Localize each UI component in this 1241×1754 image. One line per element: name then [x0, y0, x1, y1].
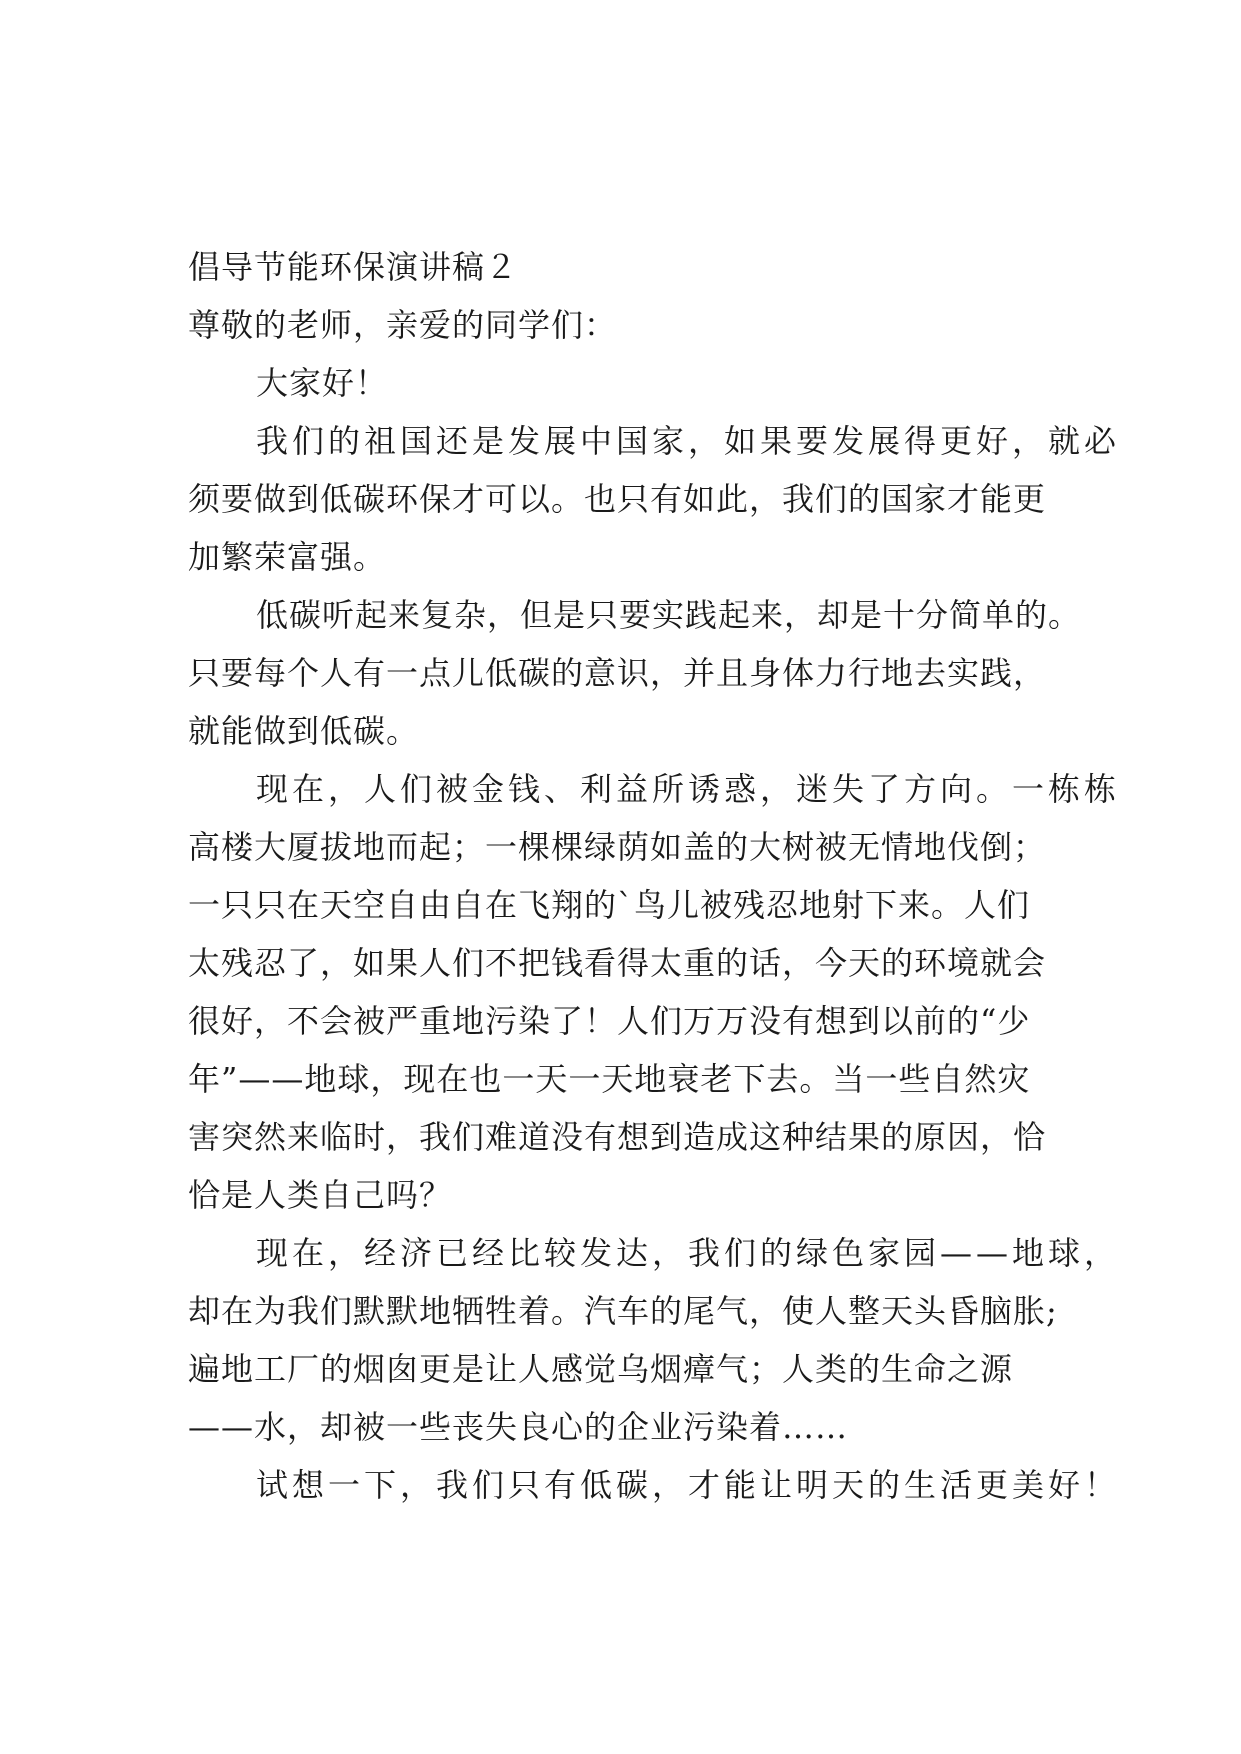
paragraph-line: 低碳听起来复杂，但是只要实践起来，却是十分简单的。: [256, 596, 1082, 634]
paragraph-line: 现在，经济已经比较发达，我们的绿色家园——地球，: [256, 1234, 1121, 1272]
paragraph-line: 须要做到低碳环保才可以。也只有如此，我们的国家才能更: [188, 480, 1047, 518]
paragraph-line: 年”——地球，现在也一天一天地衰老下去。当一些自然灾: [188, 1060, 1031, 1098]
paragraph-line: 很好，不会被严重地污染了！人们万万没有想到以前的“少: [188, 1002, 1031, 1040]
paragraph-line: 恰是人类自己吗？: [188, 1176, 453, 1214]
paragraph-line: 太残忍了，如果人们不把钱看得太重的话，今天的环境就会: [188, 944, 1047, 982]
salutation: 尊敬的老师，亲爱的同学们：: [188, 306, 618, 344]
paragraph-line: 现在，人们被金钱、利益所诱惑，迷失了方向。一栋栋: [256, 770, 1121, 808]
paragraph-line: 只要每个人有一点儿低碳的意识，并且身体力行地去实践，: [188, 654, 1047, 692]
paragraph-line: ——水，却被一些丧失良心的企业污染着……: [188, 1408, 849, 1446]
greeting: 大家好！: [256, 364, 389, 402]
paragraph-line: 我们的祖国还是发展中国家，如果要发展得更好，就必: [256, 422, 1121, 460]
paragraph-line: 却在为我们默默地牺牲着。汽车的尾气，使人整天头昏脑胀;: [188, 1292, 1058, 1330]
paragraph-line: 一只只在天空自由自在飞翔的`鸟儿被残忍地射下来。人们: [188, 886, 1031, 924]
paragraph-line: 就能做到低碳。: [188, 712, 420, 750]
paragraph-line: 害突然来临时，我们难道没有想到造成这种结果的原因，恰: [188, 1118, 1047, 1156]
paragraph-line: 高楼大厦拔地而起；一棵棵绿荫如盖的大树被无情地伐倒；: [188, 828, 1047, 866]
paragraph-line: 试想一下，我们只有低碳，才能让明天的生活更美好！: [256, 1466, 1121, 1504]
paragraph-line: 遍地工厂的烟囱更是让人感觉乌烟瘴气；人类的生命之源: [188, 1350, 1014, 1388]
paragraph-line: 加繁荣富强。: [188, 538, 387, 576]
document-title: 倡导节能环保演讲稿２: [188, 248, 519, 286]
